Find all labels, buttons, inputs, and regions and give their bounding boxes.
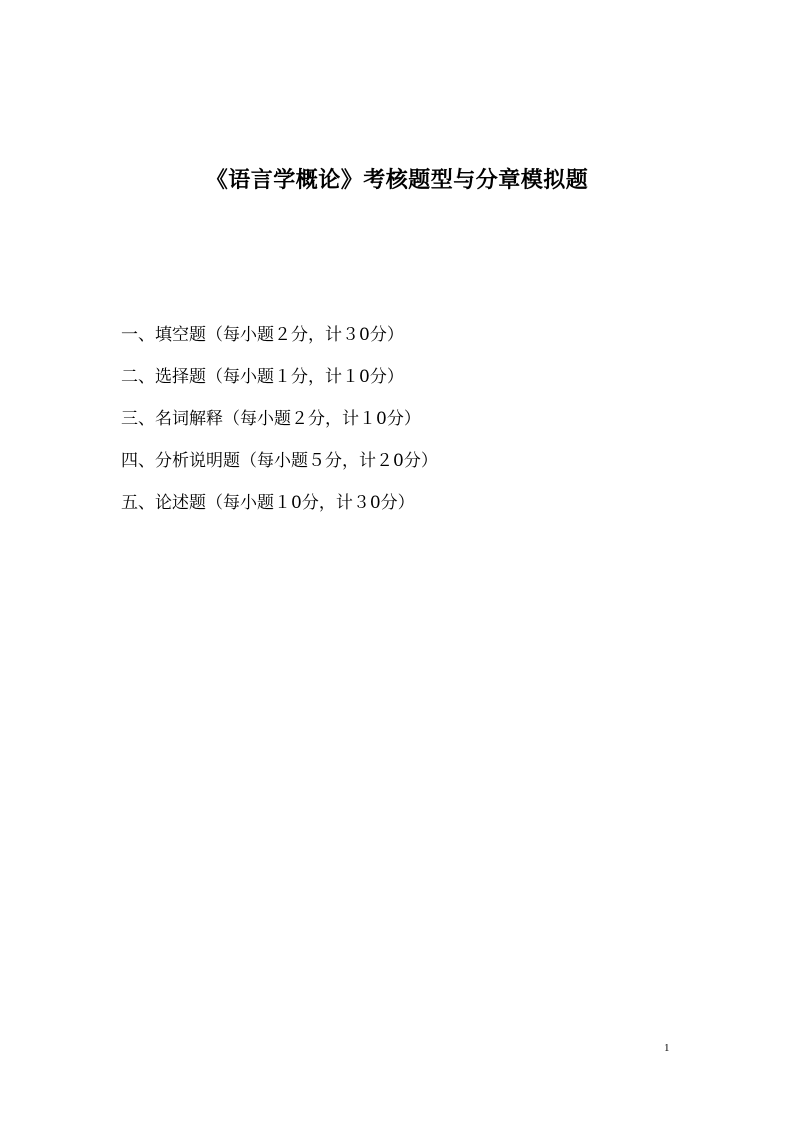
page-number: 1 (664, 1042, 670, 1054)
document-title: 《语言学概论》考核题型与分章模拟题 (205, 168, 589, 193)
section-item-multiple-choice: 二、选择题（每小题１分，计１0分） (121, 367, 404, 387)
section-item-essay: 五、论述题（每小题１0分，计３0分） (121, 493, 415, 513)
section-item-fill-in-blank: 一、填空题（每小题２分，计３0分） (121, 325, 404, 345)
section-item-analysis: 四、分析说明题（每小题５分，计２0分） (121, 451, 438, 471)
exam-section-list (121, 321, 438, 531)
section-item-term-explanation: 三、名词解释（每小题２分，计１0分） (121, 409, 421, 429)
